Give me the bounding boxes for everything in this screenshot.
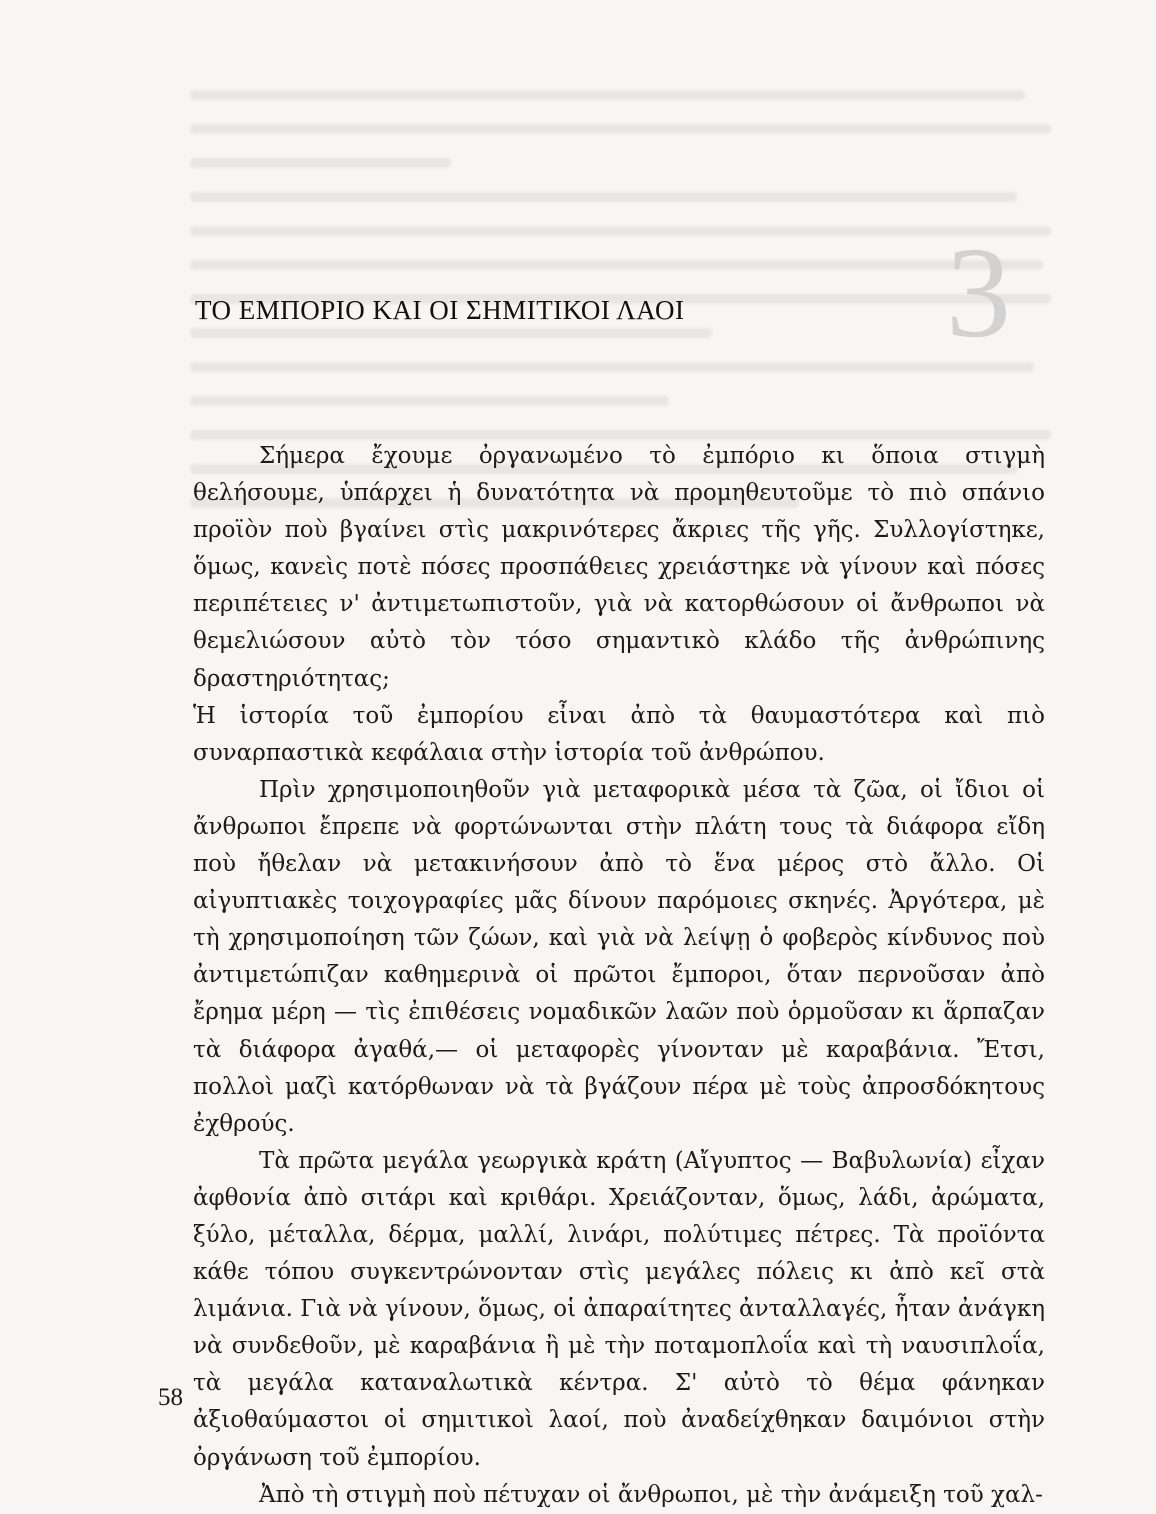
body-text [193,438,1045,1514]
chapter-number: 3 [946,221,1011,365]
paragraph: Τὰ πρῶτα μεγάλα γεωργικὰ κράτη (Αἴγυπτος — Βαβυλωνία) εἶχαν ἀφθονία ἀπὸ σιτάρι καὶ κριθάρι. Χρειάζονταν, ὅμως, λάδι, ἀρώματα, ξύλο, μέταλλα, δέρμα, μαλλί, λινάρι, πολύτιμες πέτρες. Τὰ προϊόντα κάθε τόπου συγκεντρώνονταν στὶς μεγάλες πόλεις κι ἀπὸ κεῖ στὰ λιμάνια. Γιὰ νὰ γίνουν, ὅμως, οἱ ἀπαραίτητες ἀνταλλαγές, ἦταν ἀνάγκη νὰ συνδεθοῦν, μὲ καραβάνια ἢ μὲ τὴν ποταμοπλοΐα καὶ τὴ ναυσιπλοΐα, τὰ μεγάλα καταναλωτικὰ κέντρα. Σ' αὐτὸ τὸ θέμα φάνηκαν ἀξιοθαύμαστοι οἱ σημιτικοὶ λαοί, ποὺ ἀναδείχθηκαν δαιμόνιοι στὴν ὀργάνωση τοῦ ἐμπορίου. [193,1147,1045,1471]
paragraph: Σήμερα ἔχουμε ὀργανωμένο τὸ ἐμπόριο κι ὅποια στιγμὴ θελήσουμε, ὑπάρχει ἡ δυνατότητα νὰ προμηθευτοῦμε τὸ πιὸ σπάνιο προϊὸν ποὺ βγαίνει στὶς μακρινότερες ἄκριες τῆς γῆς. Συλλογίστηκε, ὅμως, κανεὶς ποτὲ πόσες προσπάθειες χρειάστηκε νὰ γίνουν καὶ πόσες περιπέτειες ν' ἀντιμετωπιστοῦν, γιὰ νὰ κατορθώσουν οἱ ἄνθρωποι νὰ θεμελιώσουν αὐτὸ τὸν τόσο σημαντικὸ κλάδο τῆς ἀνθρώπινης δραστηριότητας; [193,443,1045,692]
paragraph: Πρὶν χρησιμοποιηθοῦν γιὰ μεταφορικὰ μέσα τὰ ζῶα, οἱ ἴδιοι οἱ ἄνθρωποι ἔπρεπε νὰ φορτώνωνται στὴν πλάτη τους τὰ διάφορα εἴδη ποὺ ἤθελαν νὰ μετακινήσουν ἀπὸ τὸ ἕνα μέρος στὸ ἄλλο. Οἱ αἰγυπτιακὲς τοιχογραφίες μᾶς δίνουν παρόμοιες σκηνές. Ἀργότερα, μὲ τὴ χρησιμοποίηση τῶν ζώων, καὶ γιὰ νὰ λείψῃ ὁ φοβερὸς κίνδυνος ποὺ ἀντιμετώπιζαν καθημερινὰ οἱ πρῶτοι ἔμποροι, ὅταν περνοῦσαν ἀπὸ ἔρημα μέρη — τὶς ἐπιθέσεις νομαδικῶν λαῶν ποὺ ὁρμοῦσαν κι ἅρπαζαν τὰ διάφορα ἀγαθά,— οἱ μεταφορὲς γίνονταν μὲ καραβάνια. Ἔτσι, πολλοὶ μαζὶ κατόρθωναν νὰ τὰ βγάζουν πέρα μὲ τοὺς ἀπροσδόκητους ἐχθρούς. [193,776,1045,1137]
paragraph: Ἡ ἱστορία τοῦ ἐμπορίου εἶναι ἀπὸ τὰ θαυμαστότερα καὶ πιὸ συναρπαστικὰ κεφάλαια στὴν ἱστορία τοῦ ἀνθρώπου. [193,702,1045,766]
paragraph: Ἀπὸ τὴ στιγμὴ ποὺ πέτυχαν οἱ ἄνθρωποι, μὲ τὴν ἀνάμειξη τοῦ χαλ- [259,1481,1043,1508]
chapter-title: ΤΟ ΕΜΠΟΡΙΟ ΚΑΙ ΟΙ ΣΗΜΙΤΙΚΟΙ ΛΑΟΙ [195,295,685,325]
page-number: 58 [158,1384,183,1411]
